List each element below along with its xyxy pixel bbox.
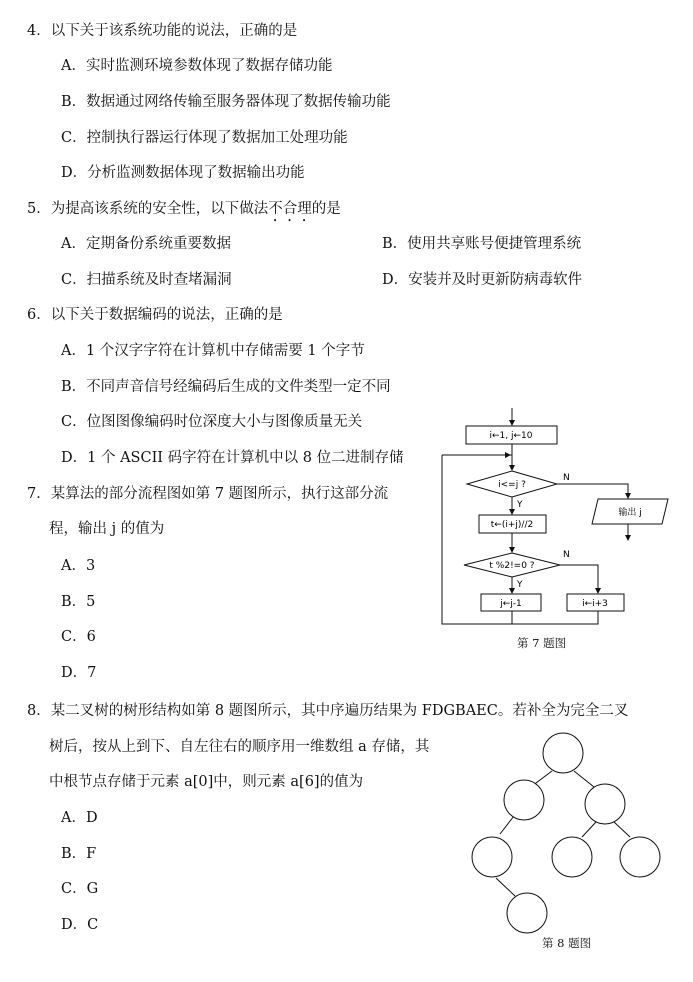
tree-node-level2-right — [620, 837, 660, 877]
q6-option-a: A．1 个汉字字符在计算机中存储需要 1 个字节 — [61, 343, 365, 359]
flow-no-branch-text: i←i+3 — [582, 599, 608, 609]
flow-y1-label: Y — [517, 500, 523, 510]
q8-stem-line3: 中根节点存储于元素 a[0]中，则元素 a[6]的值为 — [49, 774, 364, 790]
q8-option-d: D．C — [61, 917, 99, 933]
q4-option-c: C．控制执行器运行体现了数据加工处理功能 — [61, 130, 348, 146]
q5-option-b: B．使用共享账号便捷管理系统 — [382, 236, 582, 252]
q5-option-d: D．安装并及时更新防病毒软件 — [382, 272, 583, 288]
q7-option-b: B．5 — [61, 594, 96, 610]
q5-option-c: C．扫描系统及时查堵漏洞 — [61, 272, 232, 288]
flow-yes-branch-text: j←j-1 — [500, 599, 522, 609]
q8-stem-line1: 8．某二叉树的树形结构如第 8 题图所示，其中序遍历结果为 FDGBAEC。若补全为完全二叉 — [27, 703, 629, 719]
q6-option-b: B．不同声音信号经编码后生成的文件类型一定不同 — [61, 379, 391, 395]
q4-stem: 4．以下关于该系统功能的说法，正确的是 — [27, 23, 298, 39]
q6-option-c: C．位图图像编码时位深度大小与图像质量无关 — [61, 414, 363, 430]
flow-cond1-text: i<=j ? — [498, 480, 526, 490]
flow-init-text: i←1, j←10 — [489, 431, 533, 441]
tree-node-level1-left — [504, 780, 544, 820]
tree-node-level3 — [507, 893, 547, 933]
q4-option-b: B．数据通过网络传输至服务器体现了数据传输功能 — [61, 94, 391, 110]
flow-n2-label: N — [563, 550, 570, 560]
q8-option-a: A．D — [61, 810, 98, 826]
q8-stem-line2: 树后，按从上到下、自左往右的顺序用一维数组 a 存储，其 — [49, 739, 430, 755]
q5-stem-pre: 5．为提高该系统的安全性，以下做法 — [27, 201, 269, 217]
flow-cond2-text: t %2!=0 ? — [489, 561, 535, 571]
q6-option-d: D．1 个 ASCII 码字符在计算机中以 8 位二进制存储 — [61, 450, 404, 466]
q5-stem-post: 的是 — [311, 201, 341, 217]
q7-option-d: D．7 — [61, 665, 97, 681]
tree-node-level2-left — [472, 837, 512, 877]
q7-stem-line1: 7．某算法的部分流程图如第 7 题图所示，执行这部分流 — [27, 486, 389, 502]
tree-node-level1-right — [585, 784, 625, 824]
q4-option-a: A．实时监测环境参数体现了数据存储功能 — [61, 58, 333, 74]
q4-option-d: D．分析监测数据体现了数据输出功能 — [61, 165, 305, 181]
flow-n1-label: N — [563, 473, 570, 483]
q8-option-b: B．F — [61, 846, 97, 862]
q7-stem-line2: 程，输出 j 的值为 — [49, 521, 165, 537]
q5-stem-emphasis: 不合理 — [268, 201, 312, 217]
q6-stem: 6．以下关于数据编码的说法，正确的是 — [27, 307, 283, 323]
tree-node-root — [543, 733, 583, 773]
q7-option-c: C．6 — [61, 629, 96, 645]
q7-figure-caption: 第 7 题图 — [517, 636, 567, 650]
q5-option-a: A．定期备份系统重要数据 — [61, 236, 231, 252]
tree-node-level2-mid — [552, 837, 592, 877]
q7-option-a: A．3 — [61, 558, 96, 574]
q8-figure-caption: 第 8 题图 — [542, 936, 592, 950]
flow-assign-text: t←(i+j)//2 — [490, 520, 534, 530]
q8-option-c: C．G — [61, 881, 99, 897]
flow-output-text: 输出 j — [618, 508, 642, 518]
flow-y2-label: Y — [517, 580, 523, 590]
